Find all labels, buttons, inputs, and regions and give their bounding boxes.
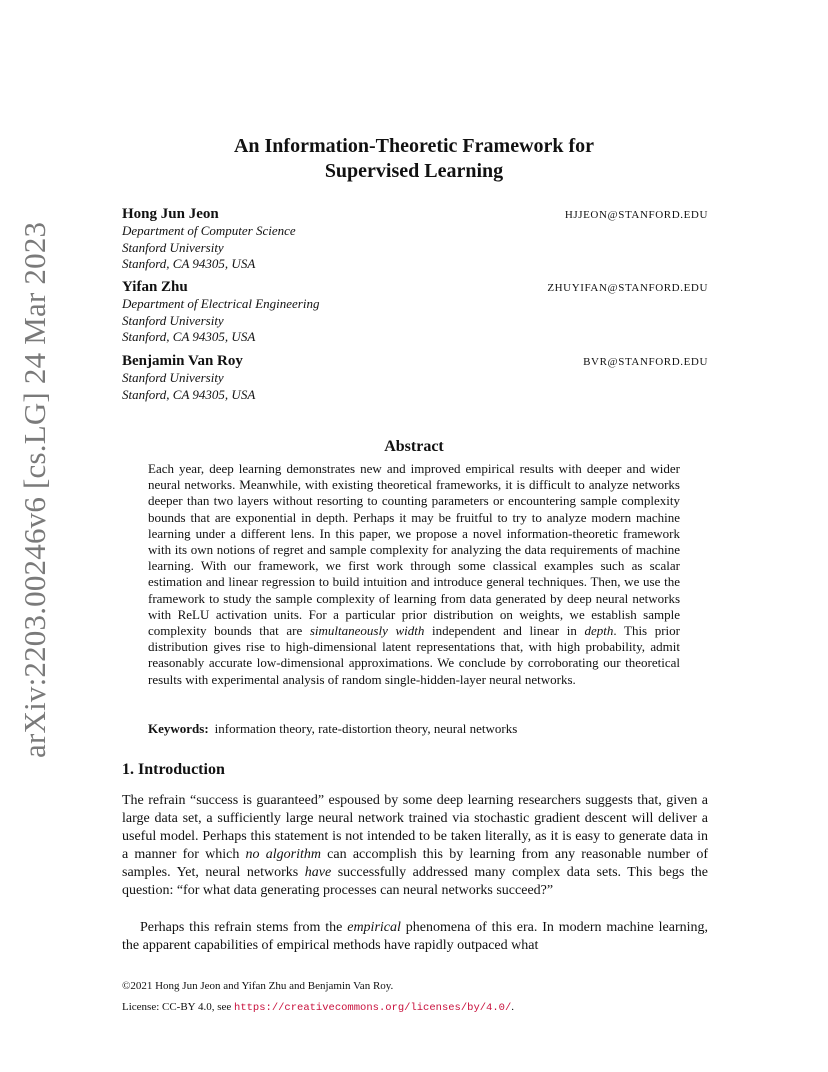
paper-title bbox=[180, 134, 648, 184]
paragraph-text: successfully addressed many complex data sets. This begs the question: “for what data generating processes can neural networks succeed?” bbox=[122, 865, 708, 898]
intro-paragraph bbox=[122, 919, 708, 955]
paragraph-text: The refrain “success is guaranteed” espoused by some deep learning researchers suggests that, given a large data set, a sufficiently large neural network trained via stochastic gradient descent will deliver a useful model. Perhaps this statement is not intended to be taken literally, as it is easy to generate data in a manner for which bbox=[122, 793, 708, 862]
author-affiliation-line: Stanford University bbox=[122, 239, 224, 255]
author-email: BVR@STANFORD.EDU bbox=[583, 356, 708, 368]
paragraph-text: Perhaps this refrain stems from the bbox=[140, 920, 348, 935]
author-name: Yifan Zhu bbox=[122, 279, 188, 295]
license-notice bbox=[122, 1001, 708, 1014]
intro-paragraph bbox=[122, 792, 708, 900]
author-affiliation-line: Stanford University bbox=[122, 370, 224, 385]
author-block bbox=[122, 279, 708, 346]
abstract-emphasis: simultaneously width bbox=[309, 623, 425, 639]
author-name: Hong Jun Jeon bbox=[122, 206, 219, 222]
author-affiliation-line: Stanford, CA 94305, USA bbox=[122, 329, 256, 344]
abstract-text bbox=[148, 461, 680, 688]
author-affiliation-line: Stanford, CA 94305, USA bbox=[122, 256, 256, 271]
author-block bbox=[122, 353, 708, 403]
license-prefix: License: CC-BY 4.0, see bbox=[122, 1001, 235, 1013]
author-affiliation-line: Department of Electrical Engineering bbox=[122, 296, 320, 311]
paragraph-text: can accomplish this by learning from any reasonable number of samples. Yet, neural networks bbox=[122, 847, 708, 880]
license-suffix: . bbox=[511, 1001, 515, 1013]
copyright-notice: ©2021 Hong Jun Jeon and Yifan Zhu and Benjamin Van Roy. bbox=[122, 980, 394, 992]
keywords bbox=[148, 721, 680, 737]
section-heading: 1. Introduction bbox=[122, 761, 225, 778]
author-affiliation-line: Department of Computer Science bbox=[122, 223, 296, 238]
author-email: HJJEON@STANFORD.EDU bbox=[564, 209, 708, 221]
keywords-text: information theory, rate-distortion theory, neural networks bbox=[214, 721, 518, 736]
abstract-part: Each year, deep learning demonstrates new and improved empirical results with deeper and wider neural networks. Meanwhile, with existing theoretical frameworks, it is difficult to analyze networks deeper than two layers without resorting to counting parameters or encountering sample complexity bounds that are exponential in depth. Perhaps it may be fruitful to try to analyze modern machine learning under a different lens. In this paper, we propose a novel information-theoretic framework with its own notions of regret and sample complexity for analyzing the data requirements of machine learning. With our framework, we first work through some classical examples such as scalar estimation and linear regression to build intuition and introduce general techniques. Then, we use the framework to study the sample complexity of learning from data generated by deep neural networks with ReLU activation units. For a particular prior distribution on weights, we establish sample complexity bounds that are bbox=[148, 461, 680, 639]
arxiv-identifier: arXiv:2203.00246v6 [cs.LG] 24 Mar 2023 bbox=[17, 221, 52, 758]
abstract-emphasis: depth bbox=[584, 623, 614, 639]
paragraph-emphasis: have bbox=[304, 865, 332, 880]
abstract-part: . This prior distribution gives rise to high-dimensional latent representations that, with high probability, admit reasonably accurate low-dimensional approximations. We conclude by corroborating our theoretical results with experimental analysis of random single-hidden-layer neural networks. bbox=[148, 623, 681, 687]
author-affiliation-line: Stanford, CA 94305, USA bbox=[122, 386, 256, 402]
paragraph-emphasis: empirical bbox=[347, 920, 401, 935]
keywords-label: Keywords: bbox=[148, 721, 209, 736]
title-line-2: Supervised Learning bbox=[324, 160, 504, 182]
license-link[interactable]: https://creativecommons.org/licenses/by/4.0/ bbox=[234, 1002, 512, 1014]
abstract-part: independent and linear in bbox=[424, 623, 585, 639]
author-name: Benjamin Van Roy bbox=[122, 353, 243, 369]
abstract-heading: Abstract bbox=[384, 438, 444, 455]
author-email: ZHUYIFAN@STANFORD.EDU bbox=[547, 282, 708, 294]
title-line-1: An Information-Theoretic Framework for bbox=[233, 135, 595, 157]
paragraph-text: phenomena of this era. In modern machine learning, the apparent capabilities of empirical methods have rapidly outpaced what bbox=[122, 920, 709, 953]
author-affiliation-line: Stanford University bbox=[122, 312, 224, 328]
author-block bbox=[122, 206, 708, 273]
paragraph-emphasis: no algorithm bbox=[245, 847, 321, 862]
